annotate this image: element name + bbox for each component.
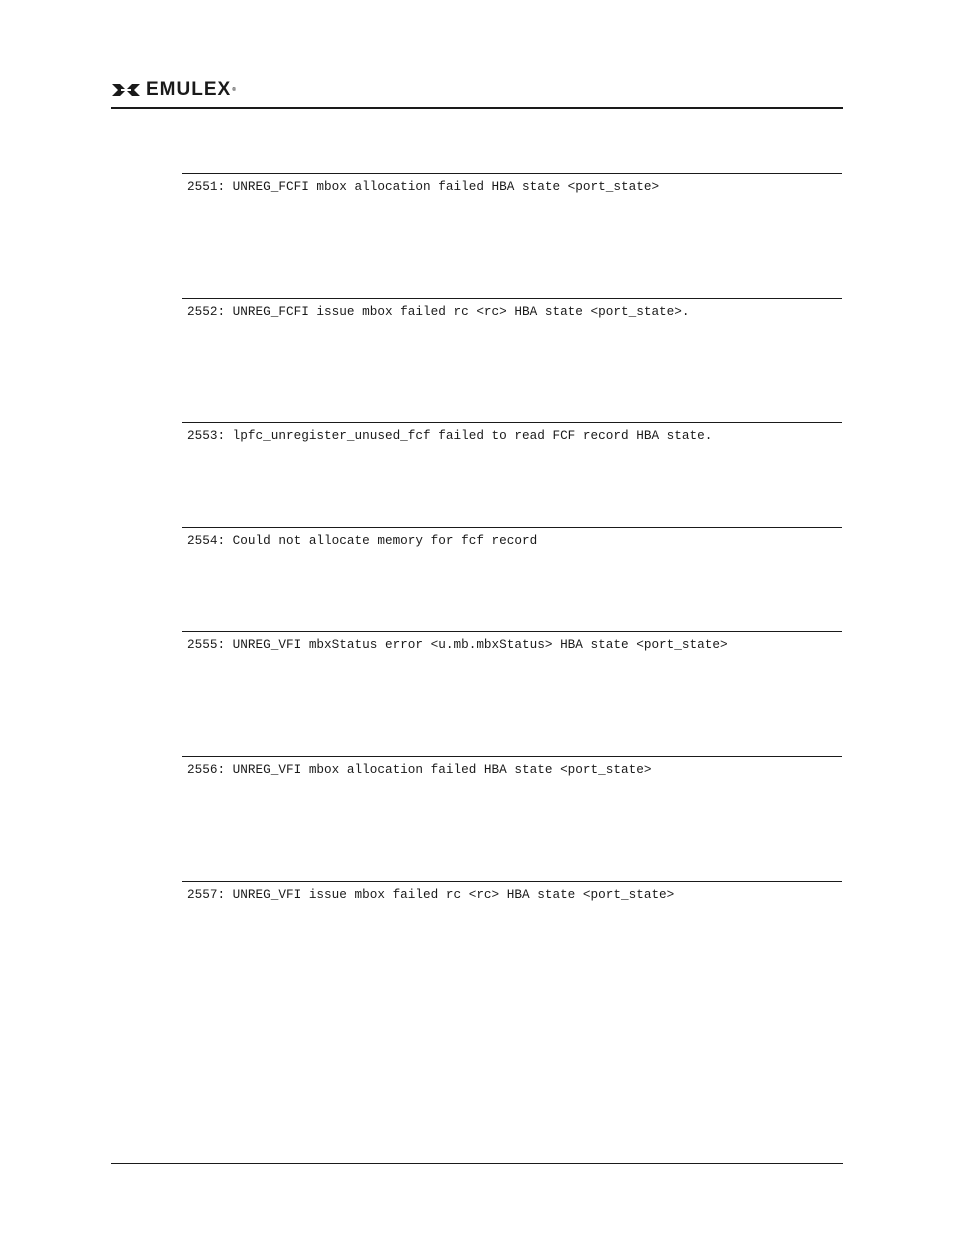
registered-mark: ® — [232, 87, 237, 93]
emulex-logo-icon — [111, 82, 141, 98]
log-message-text: 2556: UNREG_VFI mbox allocation failed HBA state <port_state> — [187, 762, 652, 777]
log-message-text: 2554: Could not allocate memory for fcf record — [187, 533, 538, 548]
log-message-text: 2552: UNREG_FCFI issue mbox failed rc <rc> HBA state <port_state>. — [187, 304, 690, 319]
log-message-text: 2557: UNREG_VFI issue mbox failed rc <rc> HBA state <port_state> — [187, 887, 675, 902]
log-message-entry — [182, 631, 842, 652]
page-header — [111, 78, 843, 109]
logo-wordmark: EMULEX® — [146, 79, 237, 100]
log-message-entry — [182, 298, 842, 319]
log-message-entry — [182, 881, 842, 902]
log-message-text: 2555: UNREG_VFI mbxStatus error <u.mb.mbxStatus> HBA state <port_state> — [187, 637, 728, 652]
log-message-text: 2551: UNREG_FCFI mbox allocation failed HBA state <port_state> — [187, 179, 660, 194]
emulex-logo — [111, 81, 237, 99]
log-message-entry — [182, 173, 842, 194]
footer-divider — [111, 1163, 843, 1164]
log-message-entry — [182, 756, 842, 777]
log-message-entry — [182, 527, 842, 548]
log-message-text: 2553: lpfc_unregister_unused_fcf failed to read FCF record HBA state. — [187, 428, 713, 443]
header-divider — [111, 107, 843, 109]
log-message-entry — [182, 422, 842, 443]
